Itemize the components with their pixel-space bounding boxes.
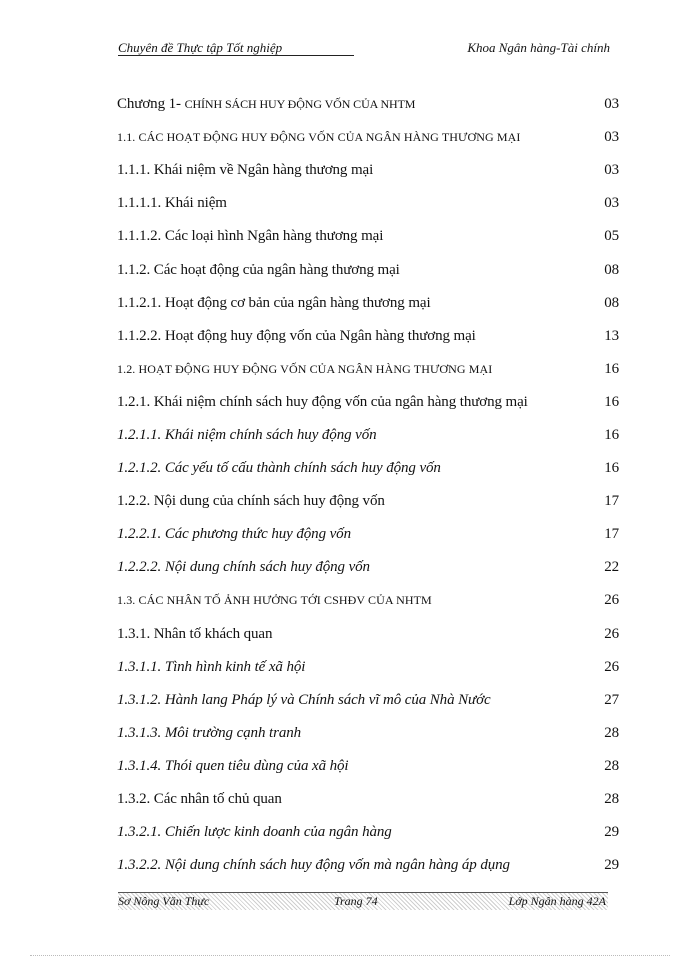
toc-entry[interactable] — [117, 287, 619, 320]
toc-entry-title: 1.3.1.1. Tình hình kinh tế xã hội — [117, 658, 306, 675]
toc-entry[interactable] — [117, 551, 619, 584]
toc-entry[interactable] — [117, 750, 619, 783]
toc-entry[interactable] — [117, 154, 619, 187]
toc-entry[interactable] — [117, 452, 619, 485]
toc-page-number: 28 — [604, 724, 619, 741]
toc-chapter-prefix: Chương 1- — [117, 96, 185, 113]
toc-page-number: 29 — [604, 857, 619, 874]
toc-page-number: 16 — [604, 426, 619, 443]
toc-entry-title: 1.3.1.3. Môi trường cạnh tranh — [117, 724, 302, 741]
toc-page-number: 28 — [604, 791, 619, 808]
toc-entry[interactable] — [117, 253, 619, 286]
toc-entry-title: 1.1.2.2. Hoạt động huy động vốn của Ngân hàng thương mại — [117, 327, 476, 344]
toc-page-number: 26 — [604, 658, 619, 675]
toc-page-number: 03 — [604, 195, 619, 212]
toc-entry-title: 1.3.2.2. Nội dung chính sách huy động vốn mà ngân hàng áp dụng — [117, 857, 510, 874]
page-bottom-divider — [30, 955, 670, 956]
header-thesis-title: Chuyên đề Thực tập Tốt nghiệp — [118, 40, 283, 55]
toc-page-number: 16 — [604, 460, 619, 477]
toc-entry[interactable] — [117, 816, 619, 849]
toc-entry-title: 1.1.2.1. Hoạt động cơ bản của ngân hàng thương mại — [117, 294, 431, 311]
toc-entry-title: 1.1. CÁC HOẠT ĐỘNG HUY ĐỘNG VỐN CỦA NGÂN HÀNG THƯƠNG MẠI — [117, 130, 521, 145]
toc-entry[interactable] — [117, 684, 619, 717]
header-faculty: Khoa Ngân hàng-Tài chính — [467, 40, 610, 55]
toc-chapter-title: CHÍNH SÁCH HUY ĐỘNG VỐN CỦA NHTM — [184, 97, 416, 112]
toc-entry[interactable] — [117, 584, 619, 617]
page-footer — [118, 892, 608, 910]
toc-entry[interactable] — [117, 353, 619, 386]
footer-page-number: Trang 74 — [334, 894, 378, 908]
toc-page-number: 16 — [604, 393, 619, 410]
toc-page-number: 26 — [604, 625, 619, 642]
toc-entry-title: 1.1.2. Các hoạt động của ngân hàng thương mại — [117, 261, 400, 278]
toc-entry-title: 1.1.1. Khái niệm về Ngân hàng thương mại — [117, 162, 374, 179]
toc-page-number: 05 — [604, 228, 619, 245]
toc-page-number: 13 — [604, 327, 619, 344]
table-of-contents — [117, 88, 619, 882]
toc-entry-title: 1.2. HOẠT ĐỘNG HUY ĐỘNG VỐN CỦA NGÂN HÀNG THƯƠNG MẠI — [117, 361, 493, 376]
toc-page-number: 26 — [604, 592, 619, 609]
toc-entry-title: 1.3.1.4. Thói quen tiêu dùng của xã hội — [117, 757, 349, 774]
toc-entry[interactable] — [117, 485, 619, 518]
toc-page-number: 29 — [604, 824, 619, 841]
toc-page-number: 16 — [604, 360, 619, 377]
toc-page-number: 08 — [604, 261, 619, 278]
toc-entry[interactable] — [117, 386, 619, 419]
toc-entry[interactable] — [117, 88, 619, 121]
toc-entry-title: 1.2.1.2. Các yếu tố cấu thành chính sách huy động vốn — [117, 460, 441, 477]
page-header — [118, 38, 610, 58]
toc-entry-title: 1.2.2. Nội dung của chính sách huy động vốn — [117, 493, 385, 510]
toc-entry[interactable] — [117, 187, 619, 220]
toc-entry[interactable] — [117, 518, 619, 551]
toc-entry-title: 1.1.1.1. Khái niệm — [117, 195, 227, 212]
toc-entry[interactable] — [117, 651, 619, 684]
toc-entry[interactable] — [117, 121, 619, 154]
toc-page-number: 08 — [604, 294, 619, 311]
toc-page-number: 22 — [604, 559, 619, 576]
footer-class: Lớp Ngân hàng 42A — [508, 894, 606, 908]
toc-page-number: 27 — [604, 691, 619, 708]
header-underline — [118, 55, 354, 56]
toc-entry-title: 1.3. CÁC NHÂN TỐ ẢNH HƯỞNG TỚI CSHĐV CỦA NHTM — [117, 593, 432, 608]
toc-entry-title: 1.2.2.1. Các phương thức huy động vốn — [117, 526, 351, 543]
toc-page-number: 28 — [604, 757, 619, 774]
toc-entry-title: 1.3.2.1. Chiến lược kinh doanh của ngân hàng — [117, 824, 392, 841]
toc-page-number: 17 — [604, 493, 619, 510]
toc-entry-title: 1.3.1.2. Hành lang Pháp lý và Chính sách vĩ mô của Nhà Nước — [117, 691, 491, 708]
toc-entry[interactable] — [117, 320, 619, 353]
toc-entry[interactable] — [117, 419, 619, 452]
footer-author: Sơ Nông Văn Thực — [118, 894, 210, 908]
toc-entry[interactable] — [117, 220, 619, 253]
toc-entry[interactable] — [117, 618, 619, 651]
toc-entry-title: 1.3.1. Nhân tố khách quan — [117, 625, 273, 642]
toc-entry-title: 1.2.1. Khái niệm chính sách huy động vốn của ngân hàng thương mại — [117, 393, 528, 410]
toc-entry-title: 1.2.2.2. Nội dung chính sách huy động vốn — [117, 559, 370, 576]
toc-page-number: 17 — [604, 526, 619, 543]
toc-entry[interactable] — [117, 783, 619, 816]
toc-page-number: 03 — [604, 96, 619, 113]
toc-entry-title: 1.2.1.1. Khái niệm chính sách huy động vốn — [117, 426, 377, 443]
toc-entry[interactable] — [117, 849, 619, 882]
toc-entry-title: 1.3.2. Các nhân tố chủ quan — [117, 791, 282, 808]
toc-page-number: 03 — [604, 129, 619, 146]
toc-page-number: 03 — [604, 162, 619, 179]
toc-entry[interactable] — [117, 717, 619, 750]
toc-entry-title: 1.1.1.2. Các loại hình Ngân hàng thương mại — [117, 228, 384, 245]
toc-entry-title — [117, 96, 415, 113]
